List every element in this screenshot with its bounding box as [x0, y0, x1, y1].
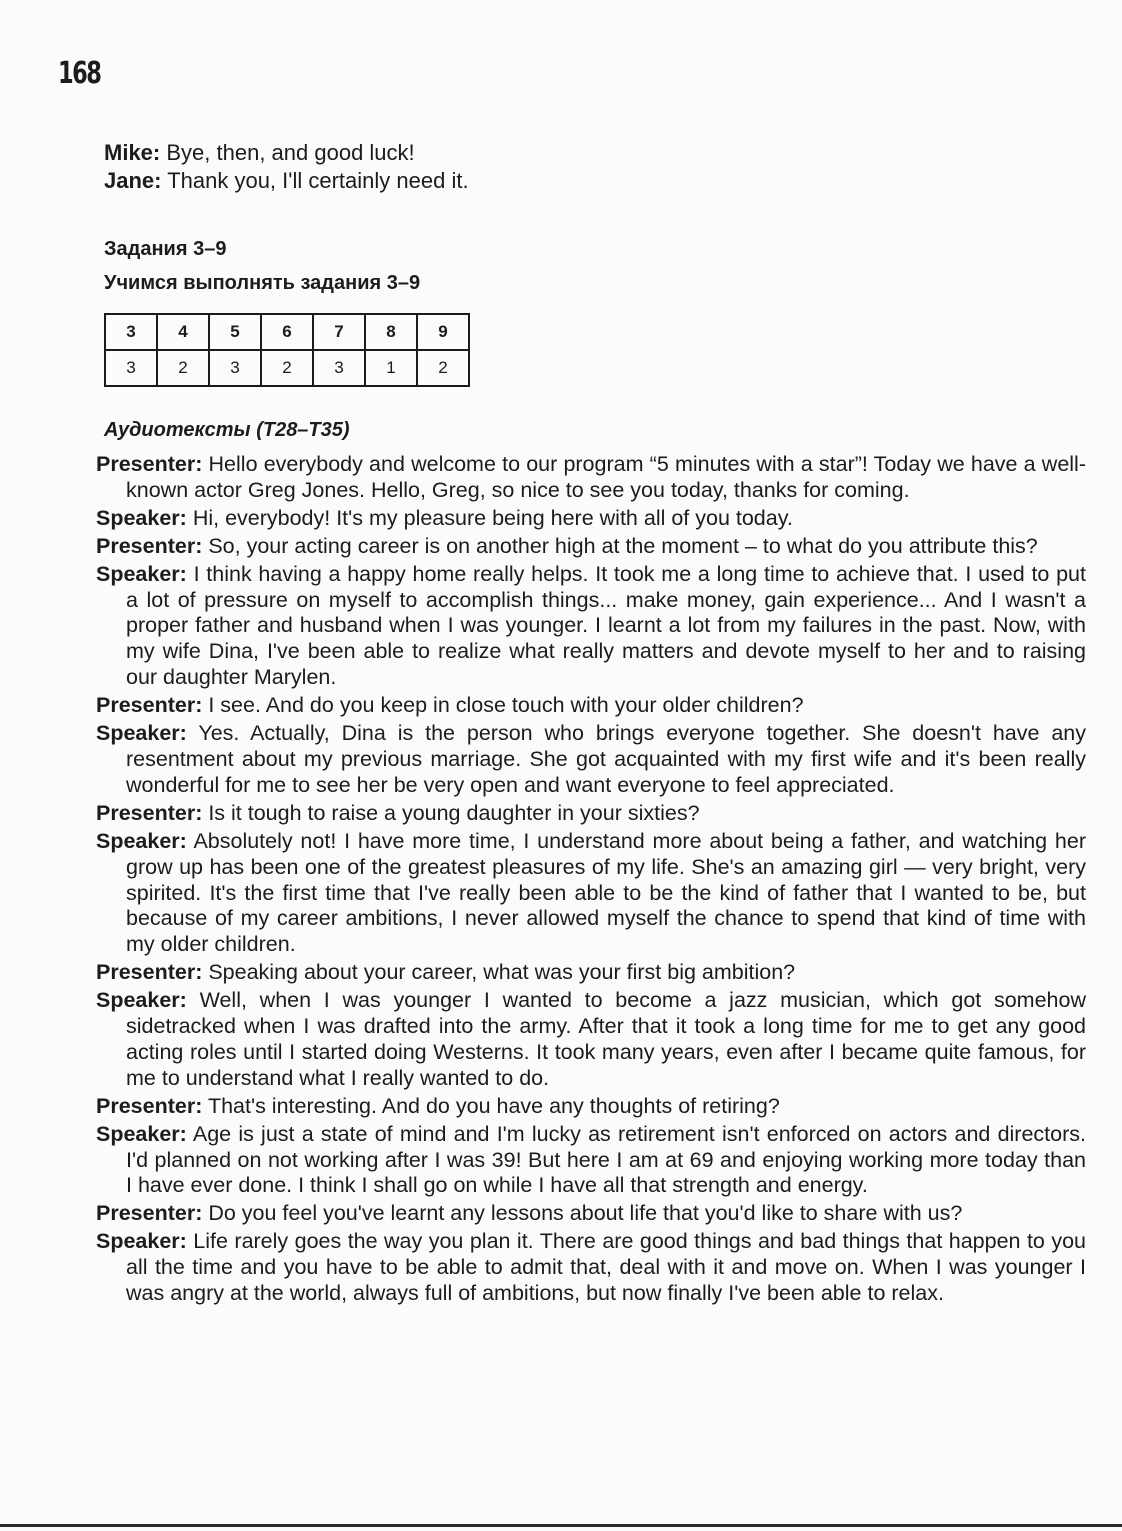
answer-cell: 3: [105, 350, 157, 386]
dialogue-text: Do you feel you've learnt any lessons about life that you'd like to share with us?: [202, 1201, 963, 1226]
dialogue-text: Well, when I was younger I wanted to become a jazz musician, which got somehow sidetracked when I was drafted into the army. After that it took a long time for me to get any good acting roles until I started doing Westerns. It took many years, even after I became quite famous, for me to understand what I really wanted to do.: [126, 988, 1086, 1090]
dialogue-turn: [96, 506, 1086, 532]
answer-cell: 2: [261, 350, 313, 386]
speaker-label: Speaker:: [96, 505, 187, 530]
dialogue-turn: [96, 988, 1086, 1092]
dialogue-turn: [96, 801, 1086, 827]
dialogue-turn: [96, 693, 1086, 719]
task-number-row: [105, 314, 469, 350]
speaker-label: Presenter:: [96, 693, 203, 718]
speaker-label: Presenter:: [96, 533, 203, 558]
tasks-subheading: Учимся выполнять задания 3–9: [104, 272, 421, 294]
task-number-cell: 9: [417, 314, 469, 350]
dialogue-line: [104, 139, 469, 167]
task-number-cell: 7: [313, 314, 365, 350]
transcript: [96, 452, 1086, 1307]
dialogue-text: I see. And do you keep in close touch with your older children?: [202, 693, 804, 718]
speaker-label: Presenter:: [96, 1093, 203, 1118]
speaker-label: Mike:: [104, 140, 161, 165]
dialogue-turn: [96, 960, 1086, 986]
speaker-label: Speaker:: [96, 561, 187, 586]
dialogue-text: Thank you, I'll certainly need it.: [161, 168, 469, 193]
answer-cell: 2: [417, 350, 469, 386]
task-number-cell: 3: [105, 314, 157, 350]
dialogue-turn: [96, 1094, 1086, 1120]
answer-cell: 3: [313, 350, 365, 386]
dialogue-text: Is it tough to raise a young daughter in your sixties?: [202, 800, 700, 825]
dialogue-text: Age is just a state of mind and I'm lucky as retirement isn't enforced on actors and directors. I'd planned on not working after I was 39! But here I am at 69 and enjoying working more today than I have ever done. I think I shall go on while I have all that strength and energy.: [126, 1121, 1086, 1198]
dialogue-turn: [96, 452, 1086, 504]
dialogue-line: [104, 167, 469, 195]
dialogue-turn: [96, 721, 1086, 799]
answer-table: [104, 313, 470, 387]
speaker-label: Presenter:: [96, 1201, 203, 1226]
task-number-cell: 5: [209, 314, 261, 350]
speaker-label: Speaker:: [96, 988, 187, 1013]
task-number-cell: 4: [157, 314, 209, 350]
dialogue-turn: [96, 534, 1086, 560]
dialogue-text: Life rarely goes the way you plan it. There are good things and bad things that happen to you all the time and you have to be able to admit that, deal with it and move on. When I was younger I was angry at the world, always full of ambitions, but now finally I've been able to relax.: [126, 1229, 1086, 1306]
audio-heading: Аудиотексты (T28–T35): [104, 419, 350, 441]
speaker-label: Jane:: [104, 168, 162, 193]
dialogue-text: Bye, then, and good luck!: [160, 140, 415, 165]
task-number-cell: 8: [365, 314, 417, 350]
answer-cell: 2: [157, 350, 209, 386]
bottom-rule: [0, 1524, 1122, 1527]
dialogue-turn: [96, 829, 1086, 959]
dialogue-text: Yes. Actually, Dina is the person who brings everyone together. She doesn't have any resentment about my previous marriage. She got acquainted with my first wife and it's been really wonderful for me to see her be very open and want everyone to feel appreciated.: [126, 721, 1086, 797]
answer-cell: 1: [365, 350, 417, 386]
answer-row: [105, 350, 469, 386]
dialogue-turn: [96, 1201, 1086, 1227]
dialogue-turn: [96, 1229, 1086, 1307]
speaker-label: Presenter:: [96, 800, 203, 825]
speaker-label: Speaker:: [96, 721, 187, 746]
task-number-cell: 6: [261, 314, 313, 350]
dialogue-text: That's interesting. And do you have any thoughts of retiring?: [202, 1093, 780, 1118]
dialogue-text: So, your acting career is on another high at the moment – to what do you attribute this?: [202, 533, 1038, 558]
intro-dialogue: [104, 139, 469, 195]
speaker-label: Speaker:: [96, 1121, 187, 1146]
dialogue-text: Hi, everybody! It's my pleasure being here with all of you today.: [186, 505, 793, 530]
dialogue-text: Absolutely not! I have more time, I understand more about being a father, and watching her grow up has been one of the greatest pleasures of my life. She's an amazing girl — very bright, very spirited. It's the first time that I've really been able to be the kind of father that I wanted to be, but because of my career ambitions, I never allowed myself the chance to spend that kind of time with my older children.: [126, 828, 1086, 957]
dialogue-turn: [96, 1122, 1086, 1200]
dialogue-turn: [96, 562, 1086, 692]
speaker-label: Speaker:: [96, 1229, 187, 1254]
dialogue-text: I think having a happy home really helps. It took me a long time to achieve that. I used to put a lot of pressure on myself to accomplish things... make money, gain experience... And I wasn't a proper father and husband when I was younger. I learnt a lot from my failures in the past. Now, with my wife Dina, I've been able to realize what really matters and devote myself to her and to raising our daughter Marylen.: [126, 561, 1086, 690]
dialogue-text: Speaking about your career, what was your first big ambition?: [202, 960, 796, 985]
tasks-heading: Задания 3–9: [104, 238, 227, 260]
page-number: 168: [58, 56, 101, 91]
answer-cell: 3: [209, 350, 261, 386]
dialogue-text: Hello everybody and welcome to our program “5 minutes with a star”! Today we have a well-known actor Greg Jones. Hello, Greg, so nice to see you today, thanks for coming.: [126, 452, 1086, 502]
speaker-label: Speaker:: [96, 828, 187, 853]
speaker-label: Presenter:: [96, 452, 203, 476]
speaker-label: Presenter:: [96, 960, 203, 985]
